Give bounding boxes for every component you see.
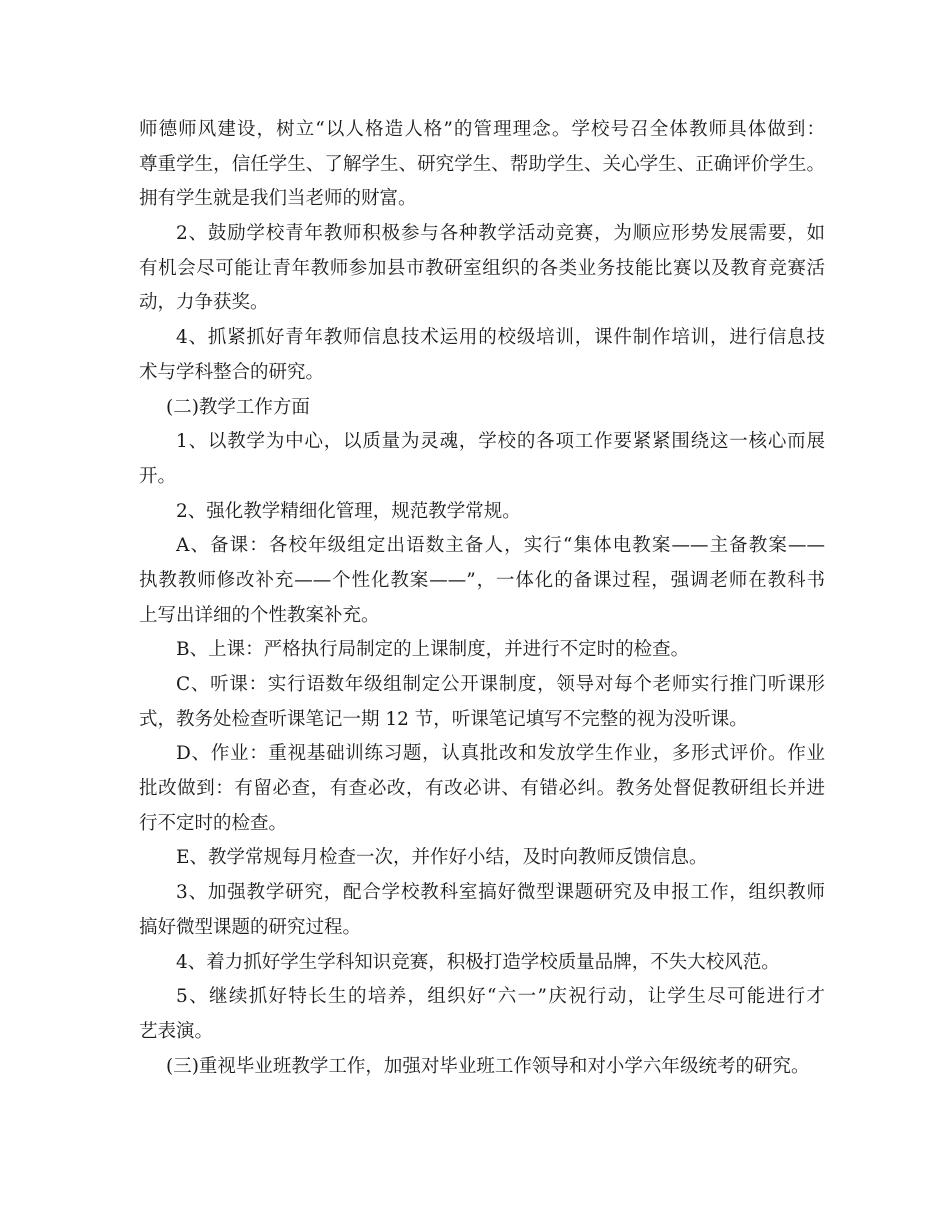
paragraph-line: 师德师风建设，树立“以人格造人格”的管理理念。学校号召全体教师具体做到： — [139, 119, 825, 140]
paragraph-line: 尊重学生，信任学生、了解学生、研究学生、帮助学生、关心学生、正确评价学生。 — [139, 153, 825, 175]
paragraph-line: B、上课：严格执行局制定的上课制度，并进行不定时的检查。 — [176, 639, 690, 661]
paragraph-line: 批改做到：有留必查，有查必改，有改必讲、有错必纠。教务处督促教研组长并进 — [139, 778, 825, 800]
paragraph-line: 搞好微型课题的研究过程。 — [139, 916, 362, 938]
paragraph-line: 1、以教学为中心，以质量为灵魂，学校的各项工作要紧紧围绕这一核心而展 — [176, 431, 825, 453]
document-body — [139, 113, 825, 1084]
paragraph-line: 行不定时的检查。 — [139, 812, 288, 834]
paragraph-line: C、听课：实行语数年级组制定公开课制度，领导对每个老师实行推门听课形 — [176, 674, 825, 695]
paragraph-line: 拥有学生就是我们当老师的财富。 — [139, 188, 417, 210]
paragraph-line: 执教教师修改补充——个性化教案——”，一体化的备课过程，强调老师在教科书 — [139, 569, 825, 591]
paragraph-line: 4、着力抓好学生学科知识竞赛，积极打造学校质量品牌，不失大校风范。 — [176, 951, 780, 973]
paragraph-line: 上写出详细的个性教案补充。 — [139, 604, 380, 626]
paragraph-line: D、作业：重视基础训练习题，认真批改和发放学生作业，多形式评价。作业 — [176, 743, 825, 765]
section-heading: (三)重视毕业班教学工作，加强对毕业班工作领导和对小学六年级统考的研究。 — [166, 1055, 810, 1077]
paragraph-line: 开。 — [139, 465, 177, 487]
paragraph-line: 2、鼓励学校青年教师积极参与各种教学活动竞赛，为顺应形势发展需要，如 — [176, 223, 825, 245]
section-heading: (二)教学工作方面 — [166, 396, 310, 418]
paragraph-line: 4、抓紧抓好青年教师信息技术运用的校级培训，课件制作培训，进行信息技 — [176, 327, 825, 349]
paragraph-line: 式，教务处检查听课笔记一期 12 节，听课笔记填写不完整的视为没听课。 — [139, 708, 748, 730]
paragraph-line: 有机会尽可能让青年教师参加县市教研室组织的各类业务技能比赛以及教育竞赛活 — [139, 257, 825, 279]
paragraph-line: 动，力争获奖。 — [139, 292, 269, 314]
paragraph-line: A、备课：各校年级组定出语数主备人，实行“集体电教案——主备教案—— — [176, 535, 825, 557]
paragraph-line: 术与学科整合的研究。 — [139, 361, 325, 383]
paragraph-line: 3、加强教学研究，配合学校教科室搞好微型课题研究及申报工作，组织教师 — [176, 882, 825, 904]
paragraph-line: 2、强化教学精细化管理，规范教学常规。 — [176, 500, 521, 522]
paragraph-line: E、教学常规每月检查一次，并作好小结，及时向教师反馈信息。 — [176, 847, 708, 869]
paragraph-line: 艺表演。 — [139, 1020, 214, 1042]
paragraph-line: 5、继续抓好特长生的培养，组织好“六一”庆祝行动，让学生尽可能进行才 — [176, 986, 825, 1008]
